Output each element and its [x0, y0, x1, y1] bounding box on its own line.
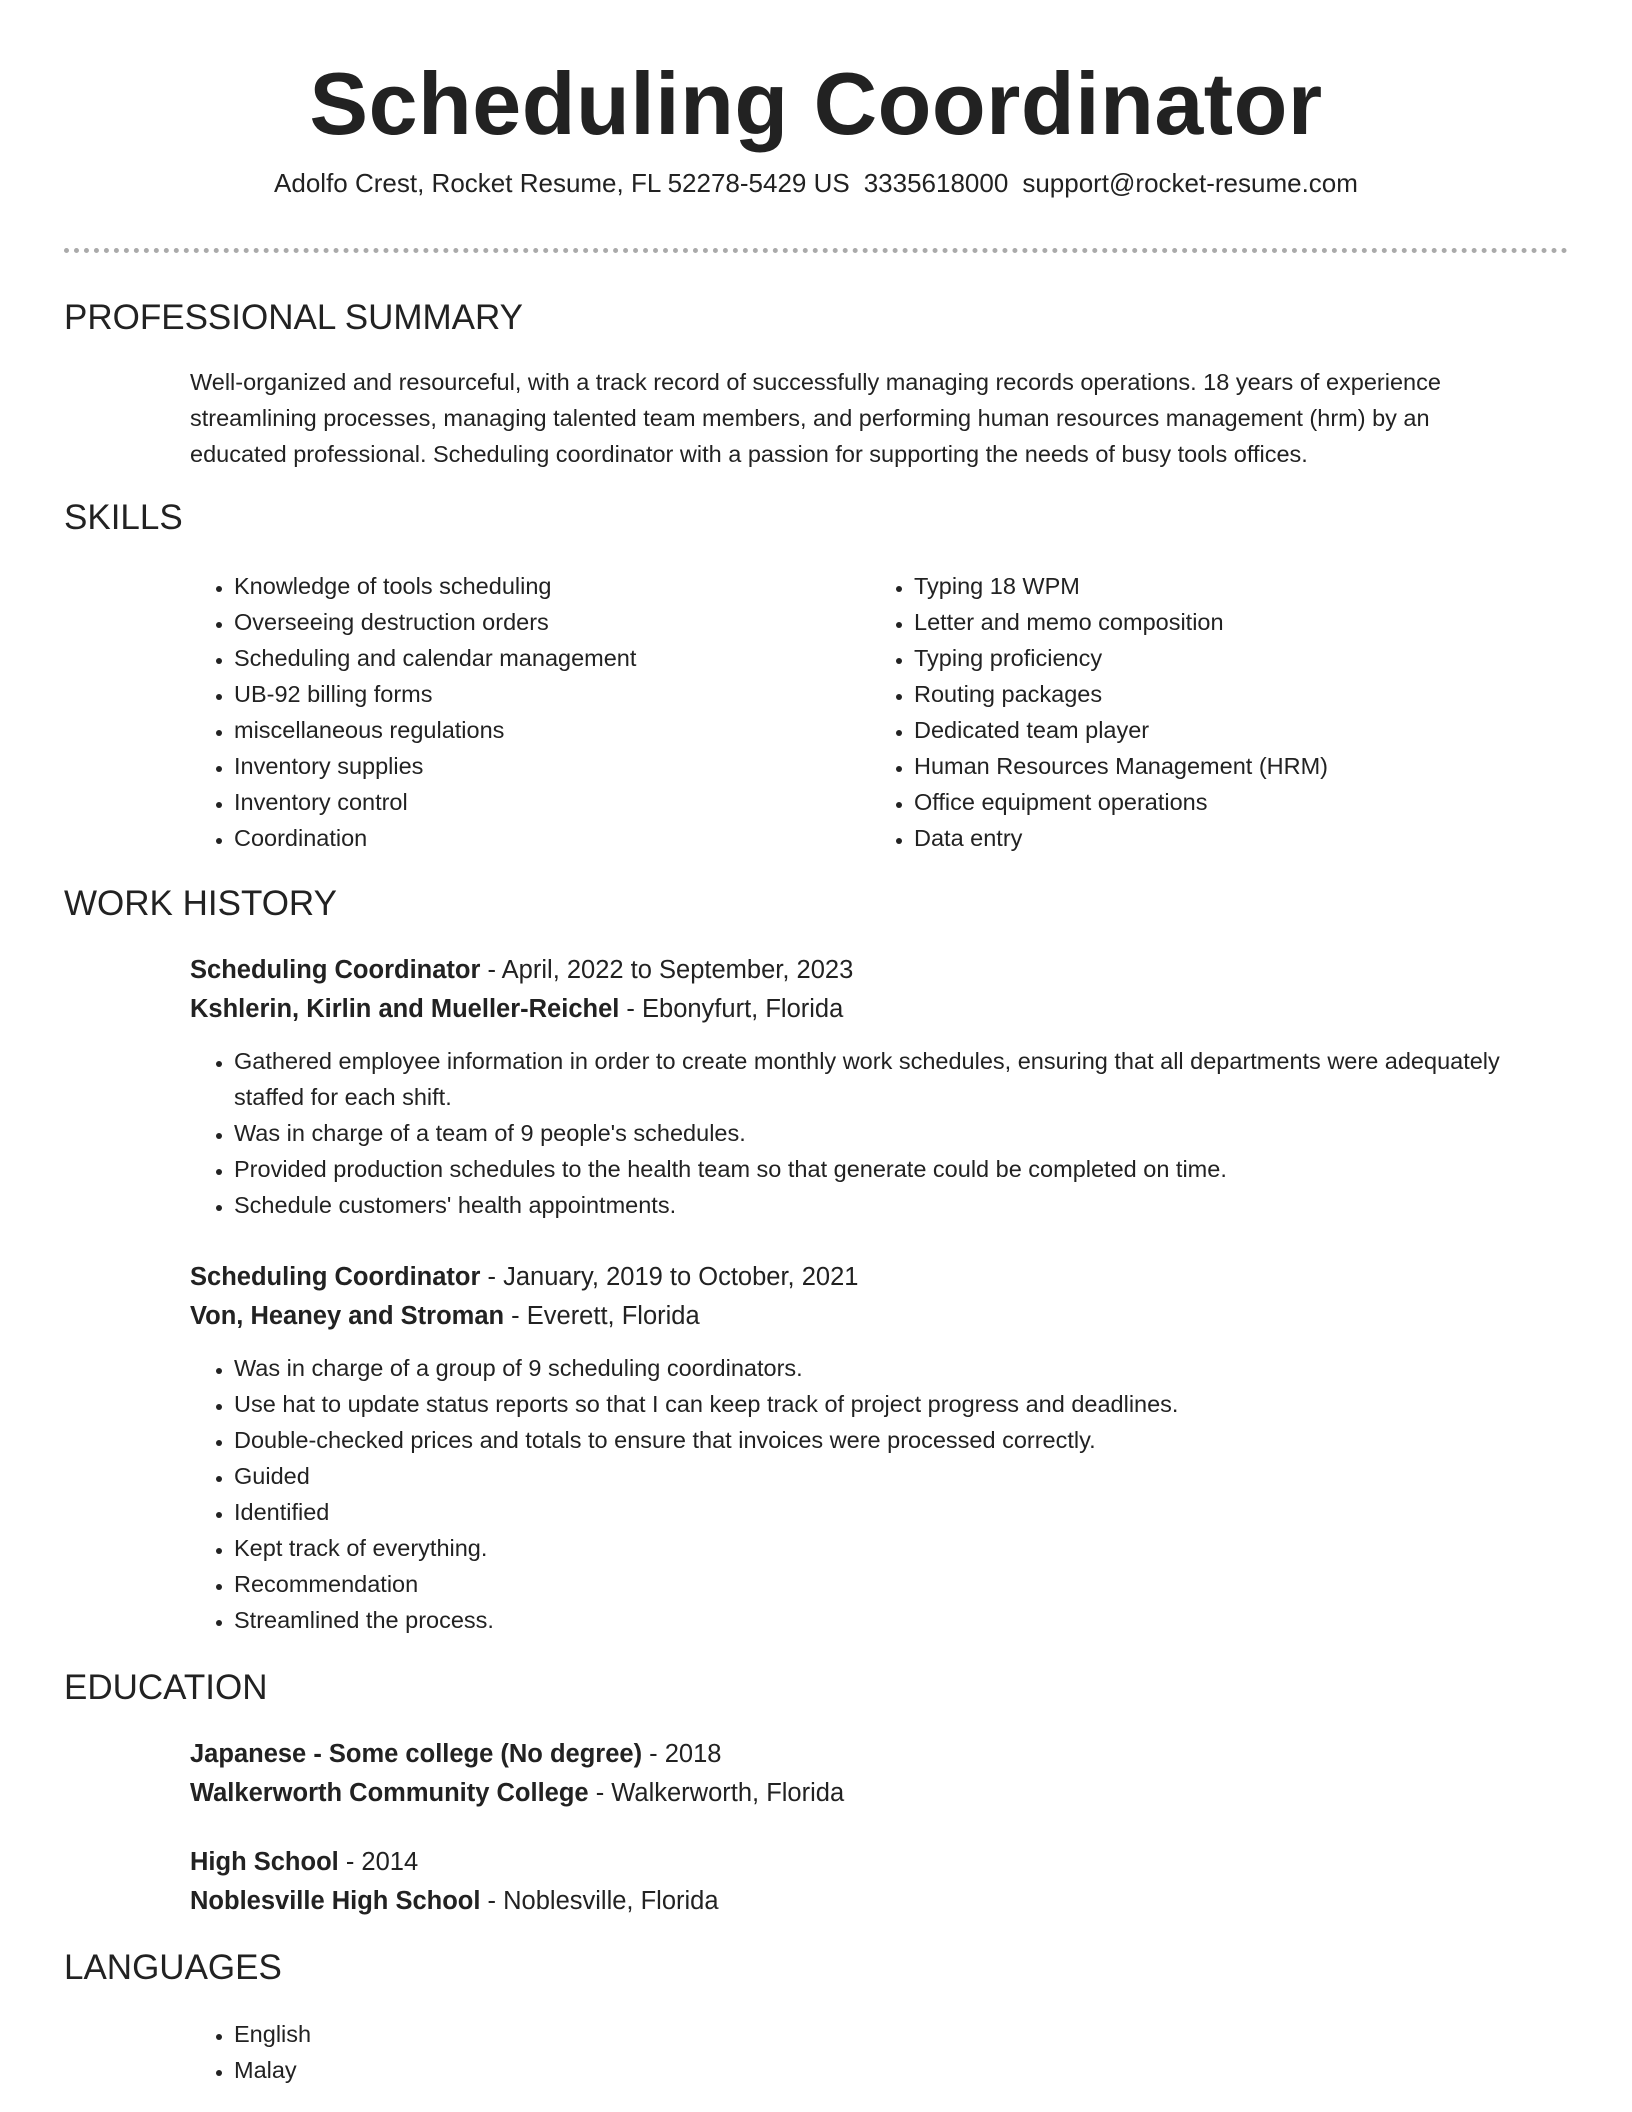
- degree-year: - 2018: [642, 1740, 722, 1768]
- school-line: [190, 1774, 1540, 1813]
- education-heading: EDUCATION: [64, 1668, 268, 1707]
- degree-name: Japanese - Some college (No degree): [190, 1740, 643, 1768]
- job-bullet: • Was in charge of a team of 9 people's schedules.: [234, 1115, 1540, 1151]
- skill-item: • Data entry: [914, 820, 1574, 856]
- languages-heading: LANGUAGES: [64, 1948, 282, 1987]
- skill-item: • Inventory control: [234, 784, 894, 820]
- company-line: [190, 1297, 1540, 1336]
- company-line: [190, 990, 1540, 1029]
- school-location: - Walkerworth, Florida: [588, 1779, 845, 1807]
- job-title: Scheduling Coordinator: [190, 1263, 481, 1291]
- job-bullet: • Identified: [234, 1494, 1540, 1530]
- skill-item: • miscellaneous regulations: [234, 712, 894, 748]
- company-name: Von, Heaney and Stroman: [190, 1302, 505, 1330]
- language-item: • Malay: [234, 2052, 311, 2088]
- job-bullet: • Provided production schedules to the health team so that generate could be completed on time.: [234, 1151, 1540, 1187]
- skill-item: • Office equipment operations: [914, 784, 1574, 820]
- skill-item: • Typing 18 WPM: [914, 568, 1574, 604]
- job-bullet: • Was in charge of a group of 9 scheduling coordinators.: [234, 1350, 1540, 1386]
- header-divider: [64, 248, 1568, 253]
- degree-line: [190, 1843, 1540, 1882]
- skills-heading: SKILLS: [64, 498, 183, 537]
- job-bullet: • Kept track of everything.: [234, 1530, 1540, 1566]
- company-location: - Everett, Florida: [504, 1302, 700, 1330]
- job-bullet: • Recommendation: [234, 1566, 1540, 1602]
- skills-list-right: [870, 568, 1574, 856]
- summary-heading: PROFESSIONAL SUMMARY: [64, 298, 523, 337]
- skill-item: • Overseeing destruction orders: [234, 604, 894, 640]
- skill-item: • Human Resources Management (HRM): [914, 748, 1574, 784]
- skill-item: • Dedicated team player: [914, 712, 1574, 748]
- skill-item: • Knowledge of tools scheduling: [234, 568, 894, 604]
- company-location: - Ebonyfurt, Florida: [619, 995, 844, 1023]
- skills-list-left: [190, 568, 894, 856]
- job-bullet: • Gathered employee information in order to create monthly work schedules, ensuring that all departments were adequately staffed for each shift.: [234, 1043, 1540, 1115]
- school-line: [190, 1882, 1540, 1921]
- job-bullet: • Guided: [234, 1458, 1540, 1494]
- school-name: Noblesville High School: [190, 1887, 481, 1915]
- job-title-line: [190, 951, 1540, 990]
- language-item: • English: [234, 2016, 311, 2052]
- job-dates: - January, 2019 to October, 2021: [480, 1263, 859, 1291]
- degree-line: [190, 1735, 1540, 1774]
- skill-item: • Inventory supplies: [234, 748, 894, 784]
- school-name: Walkerworth Community College: [190, 1779, 589, 1807]
- education-entry: [190, 1735, 1540, 1813]
- email: support@rocket-resume.com: [1022, 168, 1358, 198]
- skill-item: • Coordination: [234, 820, 894, 856]
- contact-line: [0, 166, 1632, 200]
- candidate-name: Scheduling Coordinator: [309, 54, 1323, 153]
- job-dates: - April, 2022 to September, 2023: [480, 956, 854, 984]
- skill-item: • Routing packages: [914, 676, 1574, 712]
- work-heading: WORK HISTORY: [64, 884, 337, 923]
- skill-item: • Scheduling and calendar management: [234, 640, 894, 676]
- job-title-line: [190, 1258, 1540, 1297]
- phone: 3335618000: [863, 168, 1009, 198]
- summary-text: Well-organized and resourceful, with a track record of successfully managing records operations. 18 years of experience streamlining processes, managing talented team members, and performing human resources management (hrm) by an educated professional. Scheduling coordinator with a passion for supporting the needs of busy tools offices.: [190, 369, 1441, 467]
- work-entry: [190, 951, 1540, 1223]
- degree-name: High School: [190, 1848, 339, 1876]
- degree-year: - 2014: [338, 1848, 419, 1876]
- address: Adolfo Crest, Rocket Resume, FL 52278-5429 US: [274, 168, 850, 198]
- skill-item: • Letter and memo composition: [914, 604, 1574, 640]
- job-bullet: • Double-checked prices and totals to ensure that invoices were processed correctly.: [234, 1422, 1540, 1458]
- job-title: Scheduling Coordinator: [190, 956, 481, 984]
- education-entry: [190, 1843, 1540, 1921]
- job-bullets: [190, 1350, 1540, 1638]
- languages-list: [190, 2016, 311, 2088]
- job-bullet: • Use hat to update status reports so that I can keep track of project progress and deadlines.: [234, 1386, 1540, 1422]
- company-name: Kshlerin, Kirlin and Mueller-Reichel: [190, 995, 620, 1023]
- job-bullet: • Streamlined the process.: [234, 1602, 1540, 1638]
- school-location: - Noblesville, Florida: [480, 1887, 719, 1915]
- skill-item: • Typing proficiency: [914, 640, 1574, 676]
- skill-item: • UB-92 billing forms: [234, 676, 894, 712]
- job-bullets: [190, 1043, 1540, 1223]
- job-bullet: • Schedule customers' health appointments.: [234, 1187, 1540, 1223]
- work-entry: [190, 1258, 1540, 1638]
